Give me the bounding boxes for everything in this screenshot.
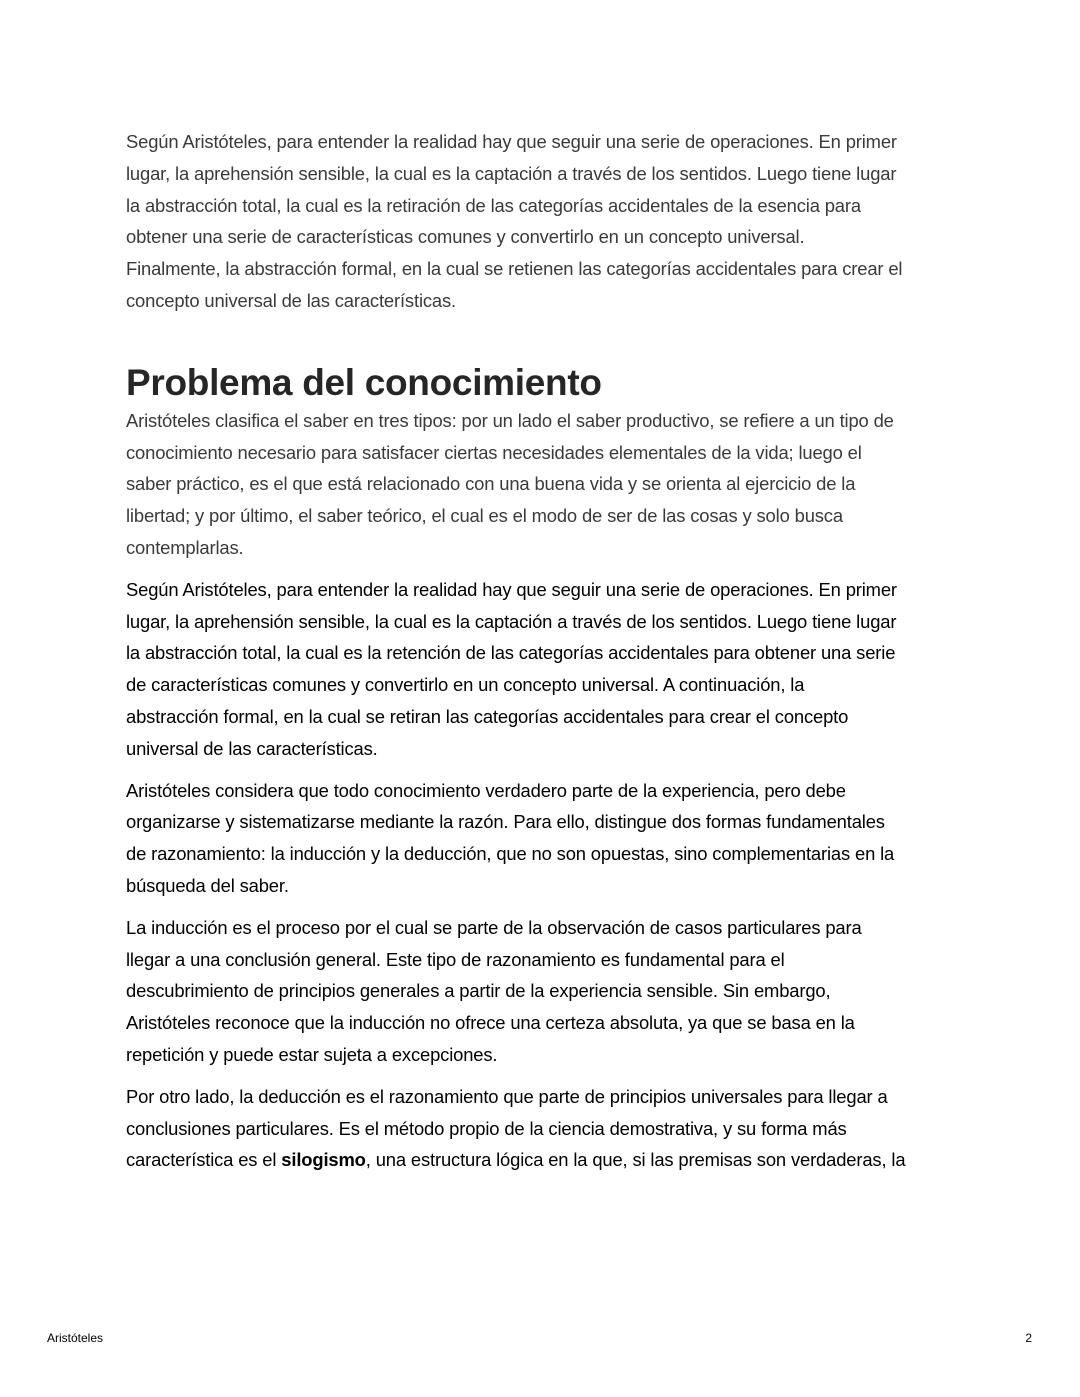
intro-paragraph	[126, 126, 966, 317]
text-segment: característica es el	[126, 1149, 282, 1171]
text-line: Finalmente, la abstracción formal, en la cual se retienen las categorías accidentales para crear el	[126, 258, 903, 280]
paragraph-operations	[126, 574, 966, 765]
text-segment: , una estructura lógica en la que, si las premisas son verdaderas, la	[365, 1149, 906, 1171]
page-number: 2	[1025, 1331, 1032, 1345]
text-line: búsqueda del saber.	[126, 874, 289, 896]
text-line: Según Aristóteles, para entender la realidad hay que seguir una serie de operaciones. En primer	[126, 578, 897, 600]
text-line: repetición y puede estar sujeta a excepciones.	[126, 1043, 498, 1065]
text-line: conclusiones particulares. Es el método propio de la ciencia demostrativa, y su forma más	[126, 1117, 847, 1139]
paragraph-reasoning	[126, 775, 966, 902]
text-line: contemplarlas.	[126, 536, 244, 558]
text-line: organizarse y sistematizarse mediante la razón. Para ello, distingue dos formas fundamentales	[126, 811, 885, 833]
text-line: conocimiento necesario para satisfacer ciertas necesidades elementales de la vida; luego el	[126, 441, 862, 463]
text-line: llegar a una conclusión general. Este tipo de razonamiento es fundamental para el	[126, 948, 785, 970]
text-line: concepto universal de las características.	[126, 289, 457, 311]
page-content	[126, 126, 966, 1186]
text-line	[126, 1144, 966, 1176]
text-line: universal de las características.	[126, 737, 378, 759]
text-line: lugar, la aprehensión sensible, la cual es la captación a través de los sentidos. Luego tiene lugar	[126, 162, 897, 184]
text-line: Aristóteles considera que todo conocimiento verdadero parte de la experiencia, pero debe	[126, 779, 846, 801]
paragraph-deduction	[126, 1081, 966, 1176]
text-line: la abstracción total, la cual es la retiración de las categorías accidentales de la esencia para	[126, 194, 861, 216]
footer-title: Aristóteles	[47, 1331, 104, 1345]
text-line: Según Aristóteles, para entender la realidad hay que seguir una serie de operaciones. En primer	[126, 131, 897, 152]
text-line: Aristóteles reconoce que la inducción no ofrece una certeza absoluta, ya que se basa en la	[126, 1012, 855, 1034]
text-line: libertad; y por último, el saber teórico, el cual es el modo de ser de las cosas y solo busca	[126, 505, 843, 527]
text-line: Por otro lado, la deducción es el razonamiento que parte de principios universales para llegar a	[126, 1085, 888, 1107]
section-heading: Problema del conocimiento	[126, 361, 602, 403]
text-line: abstracción formal, en la cual se retiran las categorías accidentales para crear el concepto	[126, 705, 849, 727]
bold-term-silogismo: silogismo	[281, 1149, 366, 1171]
paragraph-induction	[126, 912, 966, 1071]
text-line: saber práctico, es el que está relacionado con una buena vida y se orienta al ejercicio de la	[126, 473, 856, 495]
text-line: obtener una serie de características comunes y convertirlo en un concepto universal.	[126, 226, 805, 248]
text-line: de razonamiento: la inducción y la deducción, que no son opuestas, sino complementarias en la	[126, 843, 895, 865]
text-line: de características comunes y convertirlo en un concepto universal. A continuación, la	[126, 674, 805, 696]
text-line: descubrimiento de principios generales a partir de la experiencia sensible. Sin embargo,	[126, 980, 831, 1002]
paragraph-types-of-knowledge	[126, 405, 966, 564]
text-line: la abstracción total, la cual es la retención de las categorías accidentales para obtener una serie	[126, 642, 896, 664]
text-line: La inducción es el proceso por el cual se parte de la observación de casos particulares para	[126, 916, 862, 938]
text-line: lugar, la aprehensión sensible, la cual es la captación a través de los sentidos. Luego tiene lugar	[126, 610, 897, 632]
text-line: Aristóteles clasifica el saber en tres tipos: por un lado el saber productivo, se refiere a un tipo de	[126, 409, 894, 431]
